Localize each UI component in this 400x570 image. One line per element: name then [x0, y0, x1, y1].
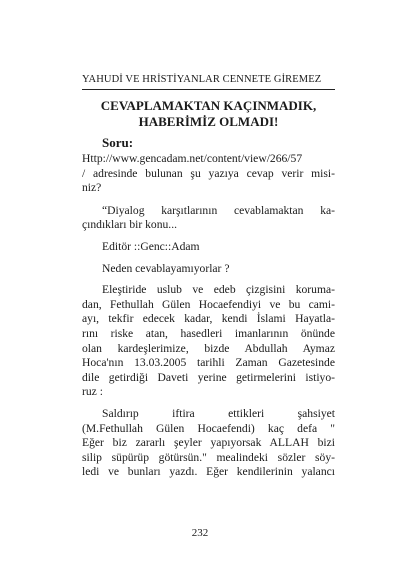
question-line-2: / adresinde bulunan şu yazıya cevap verir misi- [82, 166, 335, 180]
editor-paragraph [82, 240, 335, 255]
title-line-2: HABERİMİZ OLMADI! [138, 114, 279, 129]
neden-line: Neden cevablayamıyorlar ? [102, 261, 230, 275]
main-line-2: dan, Fethullah Gülen Hocaefendiyi ve bu cami- [82, 297, 335, 311]
quote2-line-1: Saldırıp iftira ettikleri şahsiyet [102, 406, 335, 420]
main-line-8: ruz : [82, 385, 103, 399]
editor-line: Editör ::Genc::Adam [102, 239, 200, 253]
main-line-7: dile getirdiği Daveti yerine getirmelerini istiyo- [82, 370, 335, 384]
quote-paragraph [82, 204, 335, 233]
page-number: 232 [191, 527, 209, 539]
body-text [82, 135, 335, 487]
main-line-4: rını riske atan, hasedleri imanlarının önünde [82, 326, 335, 340]
quote-line-2: çındıkları bir konu... [82, 218, 177, 232]
neden-paragraph [82, 262, 335, 277]
quote2-line-3: Eğer biz zararlı şeyler yapıyorsak ALLAH bizi [82, 436, 335, 450]
main-line-3: ayı, tekfir edecek kadar, kendi İslami Hayatla- [82, 312, 335, 326]
quote2-line-5: ledi ve bunları yazdı. Eğer kendilerinin yalancı [82, 465, 335, 479]
running-head: YAHUDİ VE HRİSTİYANLAR CENNETE GİREMEZ [82, 74, 322, 85]
main-line-1: Eleştiride uslub ve edeb çizgisini koruma- [102, 283, 335, 297]
quote2-line-2: (M.Fethullah Gülen Hocaefendi) kaç defa " [82, 421, 335, 435]
header-rule [82, 89, 335, 90]
title-line-1: CEVAPLAMAKTAN KAÇINMADIK, [100, 98, 317, 113]
question-line-1: Http://www.gencadam.net/content/view/266/57 [82, 152, 303, 165]
question-paragraph [82, 152, 335, 196]
quote2-line-4: silip süpürüp götürsün." mealindeki sözler söy- [82, 450, 335, 464]
quote2-paragraph [82, 407, 335, 480]
soru-label: Soru: [102, 135, 134, 150]
quote-line-1: “Diyalog karşıtlarının cevablamaktan ka- [102, 203, 335, 217]
main-line-6: Hoca'nın 13.03.2005 tarihli Zaman Gazetesinde [82, 356, 335, 370]
section-title [82, 98, 335, 130]
question-line-3: niz? [82, 181, 102, 195]
main-line-5: olan kardeşlerimize, bizde Abdullah Aymaz [82, 341, 335, 355]
main-paragraph [82, 283, 335, 400]
